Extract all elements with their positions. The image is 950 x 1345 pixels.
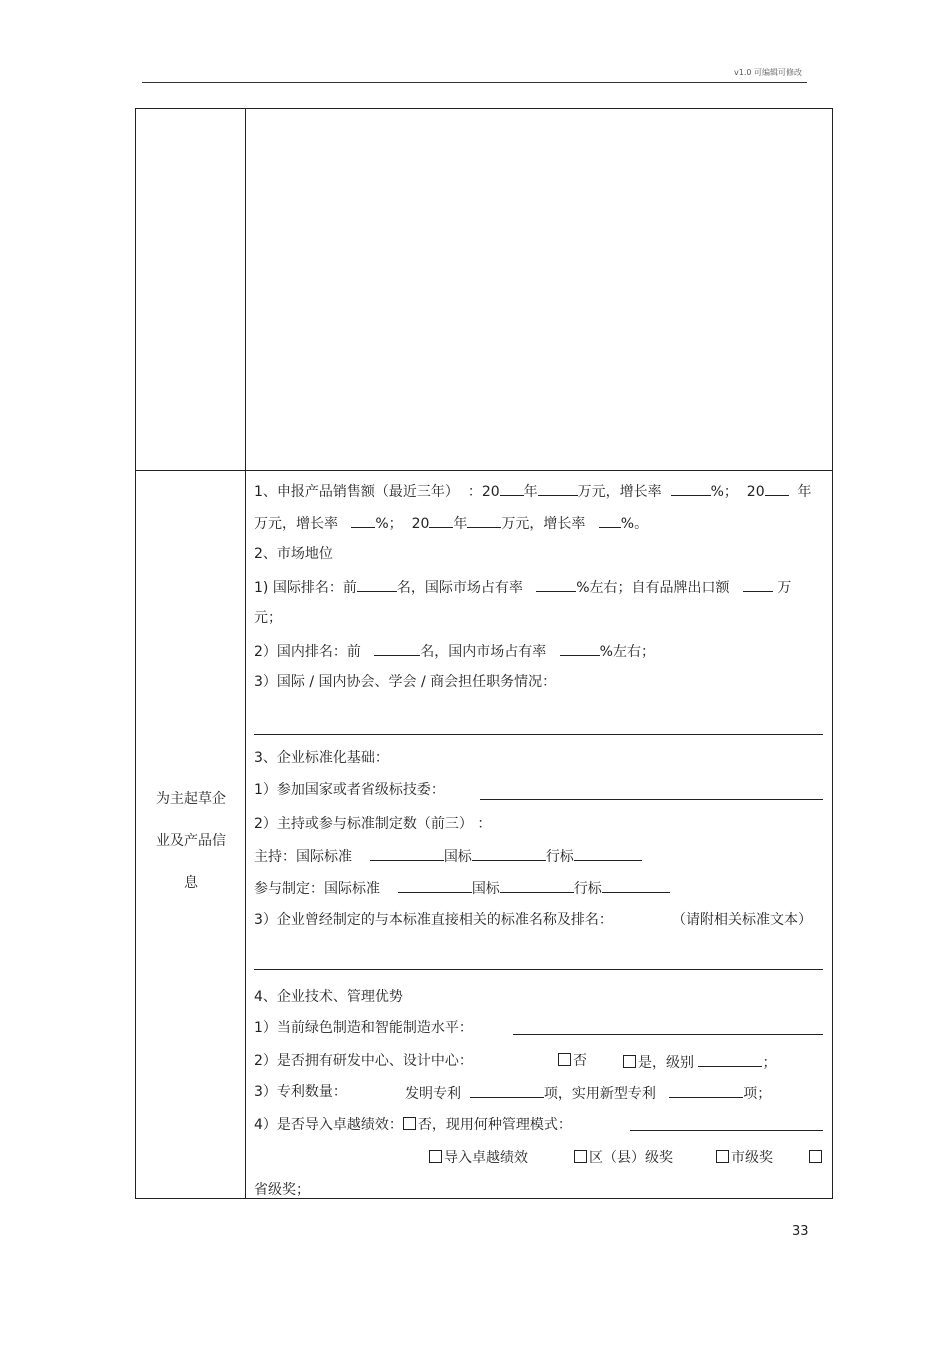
checkbox-icon[interactable] bbox=[716, 1150, 729, 1163]
text: ：20 bbox=[467, 484, 500, 500]
text: 名，国际市场占有率 bbox=[396, 580, 523, 596]
participate-line bbox=[254, 877, 670, 899]
text: 导入卓越绩效 bbox=[444, 1150, 528, 1166]
blank-field[interactable] bbox=[370, 845, 444, 861]
text: %； bbox=[710, 484, 738, 500]
related-standard-line bbox=[254, 910, 613, 930]
blank-field[interactable] bbox=[500, 877, 574, 893]
blank-field[interactable] bbox=[560, 640, 600, 656]
text: 万元，增长率 bbox=[254, 516, 338, 532]
committee-answer-line[interactable] bbox=[480, 799, 823, 800]
text: 年 bbox=[453, 516, 468, 532]
blank-field[interactable] bbox=[467, 512, 501, 528]
standard-title: 3、企业标准化基础： bbox=[254, 750, 389, 766]
excellence-option-city[interactable] bbox=[716, 1148, 773, 1168]
page-number: 33 bbox=[792, 1224, 809, 1239]
intl-rank-line-2: 元； bbox=[254, 610, 282, 626]
checkbox-icon[interactable] bbox=[429, 1150, 442, 1163]
blank-field[interactable] bbox=[602, 877, 670, 893]
text: 万 bbox=[777, 580, 792, 596]
text: 年 bbox=[797, 484, 812, 500]
intl-rank-line bbox=[254, 576, 791, 598]
blank-field[interactable] bbox=[357, 576, 397, 592]
text: %。 bbox=[620, 516, 649, 532]
blank-field[interactable] bbox=[500, 480, 524, 496]
section-label-line: 息 bbox=[184, 875, 198, 891]
text: ； bbox=[762, 1055, 777, 1071]
text: %左右；自有品牌出口额 bbox=[576, 580, 730, 596]
checkbox-icon[interactable] bbox=[623, 1055, 636, 1068]
text: 国标 bbox=[471, 881, 500, 897]
rd-option-no[interactable] bbox=[558, 1051, 587, 1071]
blank-field[interactable] bbox=[671, 480, 711, 496]
header-text: v1.0 可编辑可修改 bbox=[734, 68, 802, 77]
text: %； bbox=[375, 516, 403, 532]
row-divider bbox=[135, 470, 833, 471]
blank-field[interactable] bbox=[765, 480, 789, 496]
text: 3）专利数量： bbox=[254, 1084, 347, 1100]
market-title: 2、市场地位 bbox=[254, 546, 333, 562]
text: 否，现用何种管理模式： bbox=[417, 1117, 572, 1133]
rd-center-line: 2）是否拥有研发中心、设计中心： bbox=[254, 1053, 473, 1069]
blank-field[interactable] bbox=[599, 512, 621, 528]
blank-field[interactable] bbox=[743, 576, 773, 592]
text: 项，实用新型专利 bbox=[543, 1086, 656, 1102]
blank-field[interactable] bbox=[574, 845, 642, 861]
tech-title: 4、企业技术、管理优势 bbox=[254, 989, 403, 1005]
text: 国标 bbox=[443, 849, 472, 865]
related-standard-answer-line[interactable] bbox=[254, 969, 823, 970]
standard-count-line: 2）主持或参与标准制定数（前三） ： bbox=[254, 816, 492, 832]
checkbox-icon[interactable] bbox=[403, 1117, 416, 1130]
sales-line-2 bbox=[254, 512, 648, 534]
text: 市级奖 bbox=[731, 1150, 773, 1166]
text: 项； bbox=[743, 1086, 772, 1102]
checkbox-icon[interactable] bbox=[558, 1053, 571, 1066]
blank-field[interactable] bbox=[538, 480, 578, 496]
green-level-line: 1）当前绿色制造和智能制造水平： bbox=[254, 1020, 473, 1036]
text: %左右； bbox=[599, 644, 655, 660]
blank-field[interactable] bbox=[374, 640, 420, 656]
text: 是，级别 bbox=[638, 1055, 694, 1071]
blank-field[interactable] bbox=[470, 1082, 544, 1098]
committee-line: 1）参加国家或者省级标技委： bbox=[254, 782, 445, 798]
blank-field[interactable] bbox=[698, 1051, 762, 1067]
text: 否 bbox=[573, 1053, 587, 1069]
excellence-option-import[interactable] bbox=[429, 1148, 528, 1168]
management-mode-answer-line[interactable] bbox=[630, 1130, 823, 1131]
section-label-line: 业及产品信 bbox=[156, 833, 226, 849]
association-line: 3）国际 / 国内协会、学会 / 商会担任职务情况： bbox=[254, 674, 557, 690]
blank-field[interactable] bbox=[536, 576, 576, 592]
section-label-line: 为主起草企 bbox=[156, 791, 226, 807]
text: 区（县）级奖 bbox=[589, 1150, 673, 1166]
rd-option-yes[interactable] bbox=[623, 1051, 776, 1073]
patent-line bbox=[254, 1082, 347, 1102]
blank-field[interactable] bbox=[351, 512, 375, 528]
excellence-line bbox=[254, 1115, 572, 1135]
checkbox-icon[interactable] bbox=[574, 1150, 587, 1163]
text: 参与制定：国际标准 bbox=[254, 881, 380, 897]
text: 行标 bbox=[573, 881, 602, 897]
excellence-option-district[interactable] bbox=[574, 1148, 673, 1168]
text: 年 bbox=[523, 484, 538, 500]
blank-field[interactable] bbox=[429, 512, 453, 528]
blank-field[interactable] bbox=[398, 877, 472, 893]
sales-title: 1、申报产品销售额（最近三年） bbox=[254, 484, 459, 500]
related-standard-note: （请附相关标准文本） bbox=[672, 912, 812, 928]
green-level-answer-line[interactable] bbox=[513, 1034, 823, 1035]
text: 3）企业曾经制定的与本标准直接相关的标准名称及排名： bbox=[254, 912, 613, 928]
text: 万元，增长率 bbox=[501, 516, 586, 532]
section-label bbox=[137, 778, 245, 904]
header-rule bbox=[142, 82, 807, 83]
checkbox-icon[interactable] bbox=[809, 1150, 822, 1163]
text: 1) 国际排名：前 bbox=[254, 580, 357, 596]
text: 万元，增长率 bbox=[577, 484, 662, 500]
text: 名，国内市场占有率 bbox=[420, 644, 547, 660]
text: 2）国内排名：前 bbox=[254, 644, 361, 660]
column-divider bbox=[245, 108, 246, 1199]
excellence-option-province-box[interactable] bbox=[809, 1148, 824, 1168]
text: 4）是否导入卓越绩效： bbox=[254, 1117, 403, 1133]
sales-line-1 bbox=[254, 480, 812, 502]
text: 行标 bbox=[545, 849, 574, 865]
domestic-rank-line bbox=[254, 640, 655, 662]
text: 发明专利 bbox=[405, 1086, 461, 1102]
blank-field[interactable] bbox=[472, 845, 546, 861]
blank-field[interactable] bbox=[669, 1082, 743, 1098]
text: 20 bbox=[411, 516, 430, 532]
host-line bbox=[254, 845, 642, 867]
text: 20 bbox=[746, 484, 765, 500]
text: 主持：国际标准 bbox=[254, 849, 352, 865]
association-answer-line[interactable] bbox=[254, 734, 823, 735]
excellence-option-province-label: 省级奖； bbox=[254, 1182, 310, 1198]
patent-detail bbox=[405, 1082, 771, 1104]
